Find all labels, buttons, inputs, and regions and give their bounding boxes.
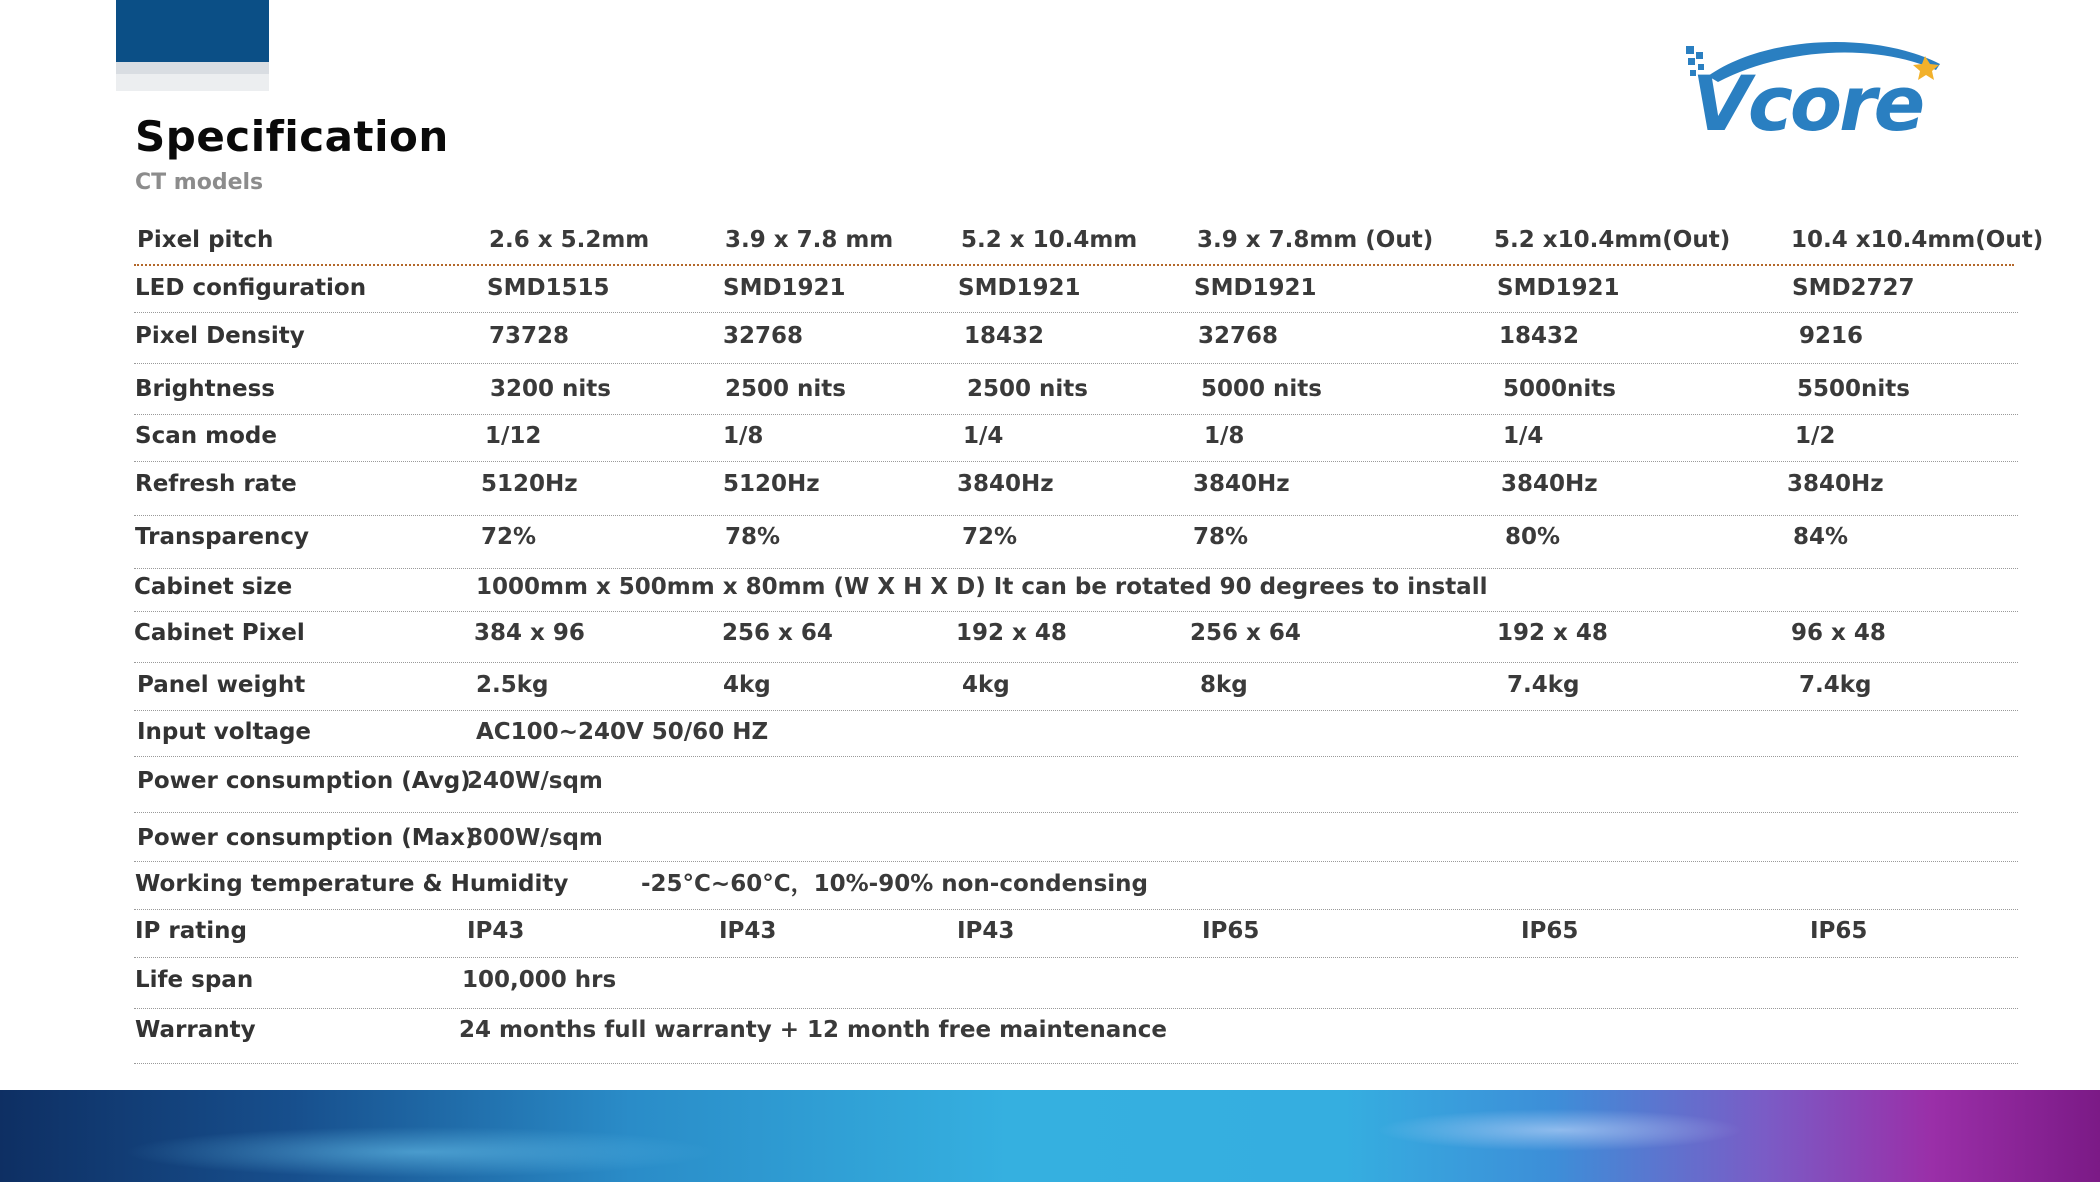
table-cell-span: 100,000 hrs bbox=[462, 967, 617, 993]
table-cell: SMD1515 bbox=[487, 275, 610, 301]
table-cell: 96 x 48 bbox=[1791, 620, 1886, 646]
row-label: Pixel Density bbox=[135, 323, 305, 349]
row-divider bbox=[134, 1008, 2018, 1009]
table-cell: 5120Hz bbox=[481, 471, 578, 497]
row-label: Input voltage bbox=[137, 719, 312, 745]
row-label: Cabinet size bbox=[134, 574, 293, 600]
table-cell: 3200 nits bbox=[490, 376, 611, 402]
row-divider bbox=[134, 861, 2018, 862]
column-header: 5.2 x10.4mm(Out) bbox=[1494, 227, 1731, 253]
column-header: 3.9 x 7.8mm (Out) bbox=[1197, 227, 1434, 253]
table-cell: 73728 bbox=[489, 323, 570, 349]
row-divider bbox=[134, 909, 2018, 910]
table-cell: IP43 bbox=[719, 918, 777, 944]
row-label: LED configuration bbox=[135, 275, 367, 301]
table-cell: 78% bbox=[1193, 524, 1249, 550]
column-header: 3.9 x 7.8 mm bbox=[725, 227, 894, 253]
table-cell-span: -25°C~60°C，10%-90% non-condensing bbox=[641, 871, 1148, 897]
table-cell: 2500 nits bbox=[725, 376, 846, 402]
table-cell: 3840Hz bbox=[1501, 471, 1598, 497]
header-divider bbox=[134, 264, 2014, 266]
row-label: Warranty bbox=[135, 1017, 256, 1043]
column-header: 2.6 x 5.2mm bbox=[489, 227, 650, 253]
table-cell: 8kg bbox=[1200, 672, 1248, 698]
column-header: 5.2 x 10.4mm bbox=[961, 227, 1138, 253]
table-cell: 1/12 bbox=[485, 423, 542, 449]
table-cell: 5000 nits bbox=[1201, 376, 1322, 402]
table-cell: IP43 bbox=[467, 918, 525, 944]
table-cell: 384 x 96 bbox=[474, 620, 585, 646]
table-cell-span: 240W/sqm bbox=[467, 768, 603, 794]
row-label: Refresh rate bbox=[135, 471, 297, 497]
table-cell: 4kg bbox=[723, 672, 771, 698]
table-cell: 3840Hz bbox=[957, 471, 1054, 497]
row-label: Transparency bbox=[135, 524, 310, 550]
row-label: Life span bbox=[135, 967, 254, 993]
table-cell: 72% bbox=[962, 524, 1018, 550]
table-cell: 18432 bbox=[964, 323, 1045, 349]
row-divider bbox=[134, 710, 2018, 711]
table-cell: SMD1921 bbox=[1194, 275, 1317, 301]
row-divider bbox=[134, 363, 2018, 364]
row-divider bbox=[134, 461, 2018, 462]
table-cell: 32768 bbox=[723, 323, 804, 349]
page-subtitle: CT models bbox=[135, 170, 264, 195]
row-divider bbox=[134, 812, 2018, 813]
table-cell: 192 x 48 bbox=[956, 620, 1067, 646]
row-label: Power consumption (Avg) bbox=[137, 768, 471, 794]
row-divider bbox=[134, 611, 2018, 612]
table-cell: 7.4kg bbox=[1799, 672, 1872, 698]
table-cell: SMD2727 bbox=[1792, 275, 1915, 301]
table-cell: IP43 bbox=[957, 918, 1015, 944]
table-cell: 32768 bbox=[1198, 323, 1279, 349]
table-cell: IP65 bbox=[1521, 918, 1579, 944]
row-label: Cabinet Pixel bbox=[134, 620, 305, 646]
table-cell: 2500 nits bbox=[967, 376, 1088, 402]
row-label: Pixel pitch bbox=[137, 227, 274, 253]
table-cell: 5120Hz bbox=[723, 471, 820, 497]
table-cell: 256 x 64 bbox=[1190, 620, 1301, 646]
table-cell: SMD1921 bbox=[723, 275, 846, 301]
row-label: Scan mode bbox=[135, 423, 277, 449]
row-label: Working temperature & Humidity bbox=[135, 871, 569, 897]
row-divider bbox=[134, 1063, 2018, 1064]
table-cell-span: 24 months full warranty + 12 month free maintenance bbox=[459, 1017, 1167, 1043]
table-cell: 1/2 bbox=[1795, 423, 1836, 449]
table-cell: 3840Hz bbox=[1787, 471, 1884, 497]
row-label: Power consumption (Max) bbox=[137, 825, 476, 851]
logo-wordmark: Vcore bbox=[1692, 59, 1923, 138]
row-divider bbox=[134, 312, 2018, 313]
table-cell: 3840Hz bbox=[1193, 471, 1290, 497]
column-header: 10.4 x10.4mm(Out) bbox=[1791, 227, 2044, 253]
table-cell: 5500nits bbox=[1797, 376, 1910, 402]
table-cell: SMD1921 bbox=[1497, 275, 1620, 301]
table-cell: 80% bbox=[1505, 524, 1561, 550]
table-cell-span: 1000mm x 500mm x 80mm (W X H X D) It can be rotated 90 degrees to install bbox=[476, 574, 1488, 600]
footer-gradient-band bbox=[0, 1090, 2100, 1182]
table-cell: 1/4 bbox=[1503, 423, 1544, 449]
table-cell: 192 x 48 bbox=[1497, 620, 1608, 646]
row-label: Panel weight bbox=[137, 672, 306, 698]
table-cell-span: 800W/sqm bbox=[467, 825, 603, 851]
row-label: IP rating bbox=[135, 918, 248, 944]
table-cell: 1/4 bbox=[963, 423, 1004, 449]
row-divider bbox=[134, 414, 2018, 415]
row-divider bbox=[134, 662, 2018, 663]
table-cell: 5000nits bbox=[1503, 376, 1616, 402]
table-cell: 1/8 bbox=[723, 423, 764, 449]
row-divider bbox=[134, 957, 2018, 958]
row-label: Brightness bbox=[135, 376, 275, 402]
table-cell: 84% bbox=[1793, 524, 1849, 550]
row-divider bbox=[134, 515, 2018, 516]
table-cell: 18432 bbox=[1499, 323, 1580, 349]
table-cell: 4kg bbox=[962, 672, 1010, 698]
page-title: Specification bbox=[135, 112, 449, 161]
table-cell: SMD1921 bbox=[958, 275, 1081, 301]
table-cell: 7.4kg bbox=[1507, 672, 1580, 698]
table-cell: 1/8 bbox=[1204, 423, 1245, 449]
table-cell: 9216 bbox=[1799, 323, 1864, 349]
row-divider bbox=[134, 756, 2018, 757]
table-cell: IP65 bbox=[1202, 918, 1260, 944]
table-cell: 256 x 64 bbox=[722, 620, 833, 646]
table-cell: 72% bbox=[481, 524, 537, 550]
table-cell-span: AC100~240V 50/60 HZ bbox=[476, 719, 769, 745]
table-cell: IP65 bbox=[1810, 918, 1868, 944]
table-cell: 2.5kg bbox=[476, 672, 549, 698]
table-cell: 78% bbox=[725, 524, 781, 550]
row-divider bbox=[134, 568, 2018, 569]
